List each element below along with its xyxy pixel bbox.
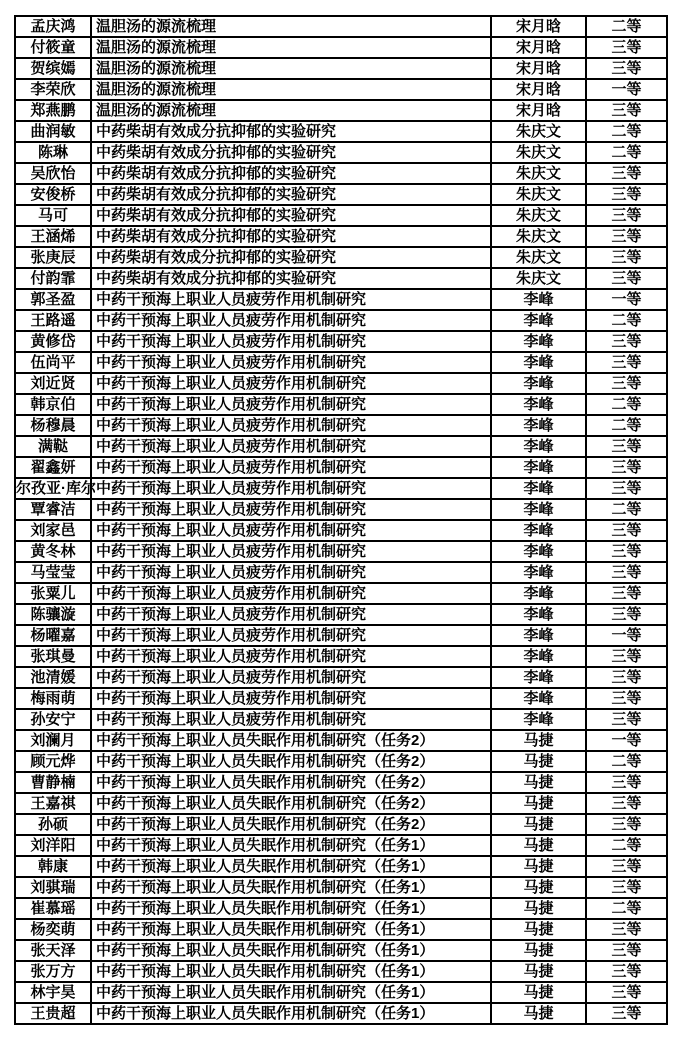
student-name-cell: 曹静楠 bbox=[15, 772, 91, 793]
advisor-name-cell: 李峰 bbox=[491, 688, 586, 709]
table-row bbox=[15, 604, 667, 625]
student-name-cell: 杨穆晨 bbox=[15, 415, 91, 436]
grade-cell: 三等 bbox=[586, 457, 667, 478]
table-row bbox=[15, 373, 667, 394]
project-title-cell: 中药干预海上职业人员疲劳作用机制研究 bbox=[91, 331, 491, 352]
student-name-cell: 刘洋阳 bbox=[15, 835, 91, 856]
grade-cell: 二等 bbox=[586, 121, 667, 142]
advisor-name-cell: 马捷 bbox=[491, 835, 586, 856]
table-row bbox=[15, 79, 667, 100]
grade-cell: 三等 bbox=[586, 436, 667, 457]
student-name-cell: 孙硕 bbox=[15, 814, 91, 835]
grade-cell: 二等 bbox=[586, 394, 667, 415]
grade-cell: 三等 bbox=[586, 352, 667, 373]
table-row bbox=[15, 1003, 667, 1024]
student-name-cell: 覃睿洁 bbox=[15, 499, 91, 520]
student-name-cell: 刘骐瑞 bbox=[15, 877, 91, 898]
grade-cell: 三等 bbox=[586, 205, 667, 226]
advisor-name-cell: 李峰 bbox=[491, 457, 586, 478]
grade-cell: 二等 bbox=[586, 898, 667, 919]
student-name-cell: 王路遥 bbox=[15, 310, 91, 331]
grade-cell: 三等 bbox=[586, 247, 667, 268]
student-name-cell: 李荣欣 bbox=[15, 79, 91, 100]
student-name-cell: 张万方 bbox=[15, 961, 91, 982]
project-title-cell: 中药干预海上职业人员疲劳作用机制研究 bbox=[91, 352, 491, 373]
table-row bbox=[15, 541, 667, 562]
project-title-cell: 中药柴胡有效成分抗抑郁的实验研究 bbox=[91, 121, 491, 142]
advisor-name-cell: 李峰 bbox=[491, 289, 586, 310]
project-title-cell: 中药干预海上职业人员疲劳作用机制研究 bbox=[91, 289, 491, 310]
student-name-cell: 韩京伯 bbox=[15, 394, 91, 415]
project-title-cell: 中药干预海上职业人员失眠作用机制研究（任务2） bbox=[91, 730, 491, 751]
grade-cell: 三等 bbox=[586, 226, 667, 247]
student-name-cell: 满鞑 bbox=[15, 436, 91, 457]
advisor-name-cell: 李峰 bbox=[491, 373, 586, 394]
table-row bbox=[15, 478, 667, 499]
student-name-cell: 安俊桥 bbox=[15, 184, 91, 205]
project-title-cell: 中药干预海上职业人员疲劳作用机制研究 bbox=[91, 310, 491, 331]
grade-cell: 二等 bbox=[586, 751, 667, 772]
table-row bbox=[15, 793, 667, 814]
grade-cell: 三等 bbox=[586, 961, 667, 982]
project-title-cell: 温胆汤的源流梳理 bbox=[91, 58, 491, 79]
project-title-cell: 中药干预海上职业人员疲劳作用机制研究 bbox=[91, 667, 491, 688]
grade-cell: 三等 bbox=[586, 562, 667, 583]
student-name-cell: 王嘉祺 bbox=[15, 793, 91, 814]
project-title-cell: 中药干预海上职业人员疲劳作用机制研究 bbox=[91, 415, 491, 436]
student-name-cell: 崔慕瑶 bbox=[15, 898, 91, 919]
advisor-name-cell: 李峰 bbox=[491, 583, 586, 604]
grade-cell: 三等 bbox=[586, 478, 667, 499]
student-name-cell: 郭圣盈 bbox=[15, 289, 91, 310]
grade-cell: 三等 bbox=[586, 100, 667, 121]
table-row bbox=[15, 940, 667, 961]
advisor-name-cell: 马捷 bbox=[491, 751, 586, 772]
advisor-name-cell: 李峰 bbox=[491, 667, 586, 688]
student-name-cell: 黄修岱 bbox=[15, 331, 91, 352]
student-name-cell: 顾元烨 bbox=[15, 751, 91, 772]
project-title-cell: 温胆汤的源流梳理 bbox=[91, 79, 491, 100]
advisor-name-cell: 宋月晗 bbox=[491, 58, 586, 79]
project-title-cell: 中药柴胡有效成分抗抑郁的实验研究 bbox=[91, 247, 491, 268]
advisor-name-cell: 朱庆文 bbox=[491, 121, 586, 142]
table-row bbox=[15, 919, 667, 940]
student-name-cell: 杨曜嘉 bbox=[15, 625, 91, 646]
project-title-cell: 中药干预海上职业人员疲劳作用机制研究 bbox=[91, 499, 491, 520]
project-title-cell: 中药柴胡有效成分抗抑郁的实验研究 bbox=[91, 142, 491, 163]
project-title-cell: 中药干预海上职业人员疲劳作用机制研究 bbox=[91, 646, 491, 667]
project-title-cell: 中药干预海上职业人员失眠作用机制研究（任务2） bbox=[91, 751, 491, 772]
grade-cell: 二等 bbox=[586, 835, 667, 856]
project-title-cell: 中药柴胡有效成分抗抑郁的实验研究 bbox=[91, 226, 491, 247]
table-row bbox=[15, 394, 667, 415]
grade-cell: 三等 bbox=[586, 37, 667, 58]
table-row bbox=[15, 499, 667, 520]
table-row bbox=[15, 226, 667, 247]
advisor-name-cell: 马捷 bbox=[491, 730, 586, 751]
student-name-cell: 梅雨萌 bbox=[15, 688, 91, 709]
grade-cell: 三等 bbox=[586, 772, 667, 793]
student-name-cell: 郑燕鹏 bbox=[15, 100, 91, 121]
grade-cell: 三等 bbox=[586, 373, 667, 394]
grade-cell: 三等 bbox=[586, 184, 667, 205]
student-name-cell: 曲润敏 bbox=[15, 121, 91, 142]
project-title-cell: 中药干预海上职业人员失眠作用机制研究（任务1） bbox=[91, 982, 491, 1003]
project-title-cell: 中药干预海上职业人员疲劳作用机制研究 bbox=[91, 583, 491, 604]
grade-cell: 三等 bbox=[586, 331, 667, 352]
grade-cell: 三等 bbox=[586, 688, 667, 709]
student-name-cell: 陈琳 bbox=[15, 142, 91, 163]
grade-cell: 三等 bbox=[586, 877, 667, 898]
advisor-name-cell: 马捷 bbox=[491, 877, 586, 898]
advisor-name-cell: 李峰 bbox=[491, 646, 586, 667]
grade-cell: 一等 bbox=[586, 289, 667, 310]
advisor-name-cell: 李峰 bbox=[491, 352, 586, 373]
grade-cell: 三等 bbox=[586, 940, 667, 961]
student-name-cell: 贺缤嫣 bbox=[15, 58, 91, 79]
grade-cell: 二等 bbox=[586, 415, 667, 436]
student-name-cell: 王贵超 bbox=[15, 1003, 91, 1024]
table-row bbox=[15, 625, 667, 646]
advisor-name-cell: 马捷 bbox=[491, 772, 586, 793]
advisor-name-cell: 朱庆文 bbox=[491, 184, 586, 205]
table-row bbox=[15, 310, 667, 331]
advisor-name-cell: 马捷 bbox=[491, 898, 586, 919]
student-name-cell: 陈骧漩 bbox=[15, 604, 91, 625]
grade-cell: 三等 bbox=[586, 793, 667, 814]
table-row bbox=[15, 688, 667, 709]
grade-cell: 三等 bbox=[586, 604, 667, 625]
advisor-name-cell: 李峰 bbox=[491, 562, 586, 583]
advisor-name-cell: 李峰 bbox=[491, 415, 586, 436]
table-row bbox=[15, 961, 667, 982]
project-title-cell: 中药柴胡有效成分抗抑郁的实验研究 bbox=[91, 205, 491, 226]
grade-cell: 二等 bbox=[586, 142, 667, 163]
advisor-name-cell: 马捷 bbox=[491, 961, 586, 982]
grade-cell: 三等 bbox=[586, 520, 667, 541]
grade-cell: 一等 bbox=[586, 730, 667, 751]
project-title-cell: 中药干预海上职业人员疲劳作用机制研究 bbox=[91, 625, 491, 646]
advisor-name-cell: 马捷 bbox=[491, 793, 586, 814]
advisor-name-cell: 朱庆文 bbox=[491, 163, 586, 184]
grade-cell: 三等 bbox=[586, 919, 667, 940]
advisor-name-cell: 李峰 bbox=[491, 520, 586, 541]
project-title-cell: 中药柴胡有效成分抗抑郁的实验研究 bbox=[91, 184, 491, 205]
advisor-name-cell: 李峰 bbox=[491, 709, 586, 730]
table-row bbox=[15, 772, 667, 793]
grade-cell: 三等 bbox=[586, 646, 667, 667]
student-name-cell: 孙安宁 bbox=[15, 709, 91, 730]
advisor-name-cell: 李峰 bbox=[491, 478, 586, 499]
student-name-cell: 孟庆鸿 bbox=[15, 16, 91, 37]
project-title-cell: 中药干预海上职业人员疲劳作用机制研究 bbox=[91, 478, 491, 499]
project-title-cell: 温胆汤的源流梳理 bbox=[91, 100, 491, 121]
student-name-cell: 翟鑫妍 bbox=[15, 457, 91, 478]
student-name-cell: 杨奕萌 bbox=[15, 919, 91, 940]
table-row bbox=[15, 415, 667, 436]
project-title-cell: 中药干预海上职业人员失眠作用机制研究（任务1） bbox=[91, 940, 491, 961]
advisor-name-cell: 朱庆文 bbox=[491, 268, 586, 289]
student-name-cell: 张琪曼 bbox=[15, 646, 91, 667]
grade-cell: 三等 bbox=[586, 163, 667, 184]
grade-cell: 二等 bbox=[586, 499, 667, 520]
table-row bbox=[15, 268, 667, 289]
grade-cell: 三等 bbox=[586, 667, 667, 688]
student-name-cell: 尔孜亚·库尔 bbox=[16, 480, 96, 497]
table-row bbox=[15, 37, 667, 58]
table-row bbox=[15, 163, 667, 184]
student-name-cell: 张天泽 bbox=[15, 940, 91, 961]
student-name-cell: 付筱童 bbox=[15, 37, 91, 58]
project-title-cell: 中药干预海上职业人员失眠作用机制研究（任务1） bbox=[91, 835, 491, 856]
student-name-cell: 付韵霏 bbox=[15, 268, 91, 289]
grade-cell: 三等 bbox=[586, 1003, 667, 1024]
table-row bbox=[15, 331, 667, 352]
advisor-name-cell: 马捷 bbox=[491, 856, 586, 877]
table-row bbox=[15, 814, 667, 835]
table-row bbox=[15, 121, 667, 142]
grade-cell: 二等 bbox=[586, 310, 667, 331]
table-row bbox=[15, 709, 667, 730]
student-name-cell: 刘澜月 bbox=[15, 730, 91, 751]
advisor-name-cell: 马捷 bbox=[491, 982, 586, 1003]
grade-cell: 一等 bbox=[586, 625, 667, 646]
advisor-name-cell: 朱庆文 bbox=[491, 247, 586, 268]
project-title-cell: 中药干预海上职业人员疲劳作用机制研究 bbox=[91, 541, 491, 562]
student-name-cell: 吴欣怡 bbox=[15, 163, 91, 184]
student-name-cell: 刘家邑 bbox=[15, 520, 91, 541]
table-row bbox=[15, 982, 667, 1003]
project-title-cell: 中药柴胡有效成分抗抑郁的实验研究 bbox=[91, 163, 491, 184]
project-title-cell: 温胆汤的源流梳理 bbox=[91, 16, 491, 37]
student-name-cell: 张庚辰 bbox=[15, 247, 91, 268]
advisor-name-cell: 李峰 bbox=[491, 394, 586, 415]
project-title-cell: 中药干预海上职业人员疲劳作用机制研究 bbox=[91, 520, 491, 541]
advisor-name-cell: 马捷 bbox=[491, 940, 586, 961]
student-name-cell: 韩康 bbox=[15, 856, 91, 877]
project-title-cell: 温胆汤的源流梳理 bbox=[91, 37, 491, 58]
project-title-cell: 中药柴胡有效成分抗抑郁的实验研究 bbox=[91, 268, 491, 289]
table-row bbox=[15, 667, 667, 688]
student-name-cell: 王涵烯 bbox=[15, 226, 91, 247]
project-title-cell: 中药干预海上职业人员疲劳作用机制研究 bbox=[91, 604, 491, 625]
project-title-cell: 中药干预海上职业人员失眠作用机制研究（任务1） bbox=[91, 898, 491, 919]
project-title-cell: 中药干预海上职业人员失眠作用机制研究（任务2） bbox=[91, 793, 491, 814]
grade-cell: 三等 bbox=[586, 856, 667, 877]
student-name-cell: 伍尚平 bbox=[15, 352, 91, 373]
student-name-cell: 黄冬林 bbox=[15, 541, 91, 562]
advisor-name-cell: 宋月晗 bbox=[491, 100, 586, 121]
grade-cell: 三等 bbox=[586, 583, 667, 604]
table-row bbox=[15, 520, 667, 541]
project-title-cell: 中药干预海上职业人员疲劳作用机制研究 bbox=[91, 562, 491, 583]
table-row bbox=[15, 247, 667, 268]
advisor-name-cell: 宋月晗 bbox=[491, 37, 586, 58]
student-name-cell: 林宇昊 bbox=[15, 982, 91, 1003]
grade-cell: 二等 bbox=[586, 16, 667, 37]
project-title-cell: 中药干预海上职业人员疲劳作用机制研究 bbox=[91, 688, 491, 709]
project-title-cell: 中药干预海上职业人员疲劳作用机制研究 bbox=[91, 394, 491, 415]
advisor-name-cell: 李峰 bbox=[491, 499, 586, 520]
table-row bbox=[15, 205, 667, 226]
table-row bbox=[15, 562, 667, 583]
awards-table bbox=[14, 15, 668, 1025]
table-row bbox=[15, 100, 667, 121]
grade-cell: 三等 bbox=[586, 58, 667, 79]
grade-cell: 三等 bbox=[586, 541, 667, 562]
grade-cell: 三等 bbox=[586, 814, 667, 835]
table-row bbox=[15, 730, 667, 751]
table-row bbox=[15, 877, 667, 898]
advisor-name-cell: 朱庆文 bbox=[491, 226, 586, 247]
project-title-cell: 中药干预海上职业人员疲劳作用机制研究 bbox=[91, 436, 491, 457]
table-row bbox=[15, 835, 667, 856]
advisor-name-cell: 李峰 bbox=[491, 331, 586, 352]
advisor-name-cell: 马捷 bbox=[491, 1003, 586, 1024]
table-row bbox=[15, 583, 667, 604]
advisor-name-cell: 宋月晗 bbox=[491, 79, 586, 100]
project-title-cell: 中药干预海上职业人员疲劳作用机制研究 bbox=[91, 457, 491, 478]
table-row bbox=[15, 436, 667, 457]
advisor-name-cell: 朱庆文 bbox=[491, 142, 586, 163]
table-row bbox=[15, 898, 667, 919]
table-row bbox=[15, 142, 667, 163]
awards-table-body bbox=[15, 16, 667, 1024]
advisor-name-cell: 李峰 bbox=[491, 436, 586, 457]
student-name-cell: 刘近贤 bbox=[15, 373, 91, 394]
advisor-name-cell: 李峰 bbox=[491, 310, 586, 331]
advisor-name-cell: 李峰 bbox=[491, 625, 586, 646]
table-row bbox=[15, 289, 667, 310]
project-title-cell: 中药干预海上职业人员疲劳作用机制研究 bbox=[91, 373, 491, 394]
grade-cell: 三等 bbox=[586, 268, 667, 289]
table-row bbox=[15, 16, 667, 37]
grade-cell: 三等 bbox=[586, 982, 667, 1003]
project-title-cell: 中药干预海上职业人员失眠作用机制研究（任务1） bbox=[91, 919, 491, 940]
project-title-cell: 中药干预海上职业人员失眠作用机制研究（任务2） bbox=[91, 814, 491, 835]
project-title-cell: 中药干预海上职业人员失眠作用机制研究（任务1） bbox=[91, 856, 491, 877]
project-title-cell: 中药干预海上职业人员失眠作用机制研究（任务1） bbox=[91, 961, 491, 982]
table-row bbox=[15, 58, 667, 79]
student-name-cell: 张粟儿 bbox=[15, 583, 91, 604]
advisor-name-cell: 马捷 bbox=[491, 919, 586, 940]
student-name-cell: 池清媛 bbox=[15, 667, 91, 688]
project-title-cell: 中药干预海上职业人员疲劳作用机制研究 bbox=[91, 709, 491, 730]
advisor-name-cell: 宋月晗 bbox=[491, 16, 586, 37]
student-name-cell: 马莹莹 bbox=[15, 562, 91, 583]
grade-cell: 三等 bbox=[586, 709, 667, 730]
grade-cell: 一等 bbox=[586, 79, 667, 100]
table-row bbox=[15, 457, 667, 478]
table-row bbox=[15, 352, 667, 373]
student-name-cell: 马可 bbox=[15, 205, 91, 226]
advisor-name-cell: 李峰 bbox=[491, 541, 586, 562]
project-title-cell: 中药干预海上职业人员失眠作用机制研究（任务1） bbox=[91, 1003, 491, 1024]
table-row bbox=[15, 751, 667, 772]
project-title-cell: 中药干预海上职业人员失眠作用机制研究（任务2） bbox=[91, 772, 491, 793]
advisor-name-cell: 朱庆文 bbox=[491, 205, 586, 226]
table-row bbox=[15, 856, 667, 877]
project-title-cell: 中药干预海上职业人员失眠作用机制研究（任务1） bbox=[91, 877, 491, 898]
table-row bbox=[15, 184, 667, 205]
advisor-name-cell: 李峰 bbox=[491, 604, 586, 625]
advisor-name-cell: 马捷 bbox=[491, 814, 586, 835]
table-row bbox=[15, 646, 667, 667]
